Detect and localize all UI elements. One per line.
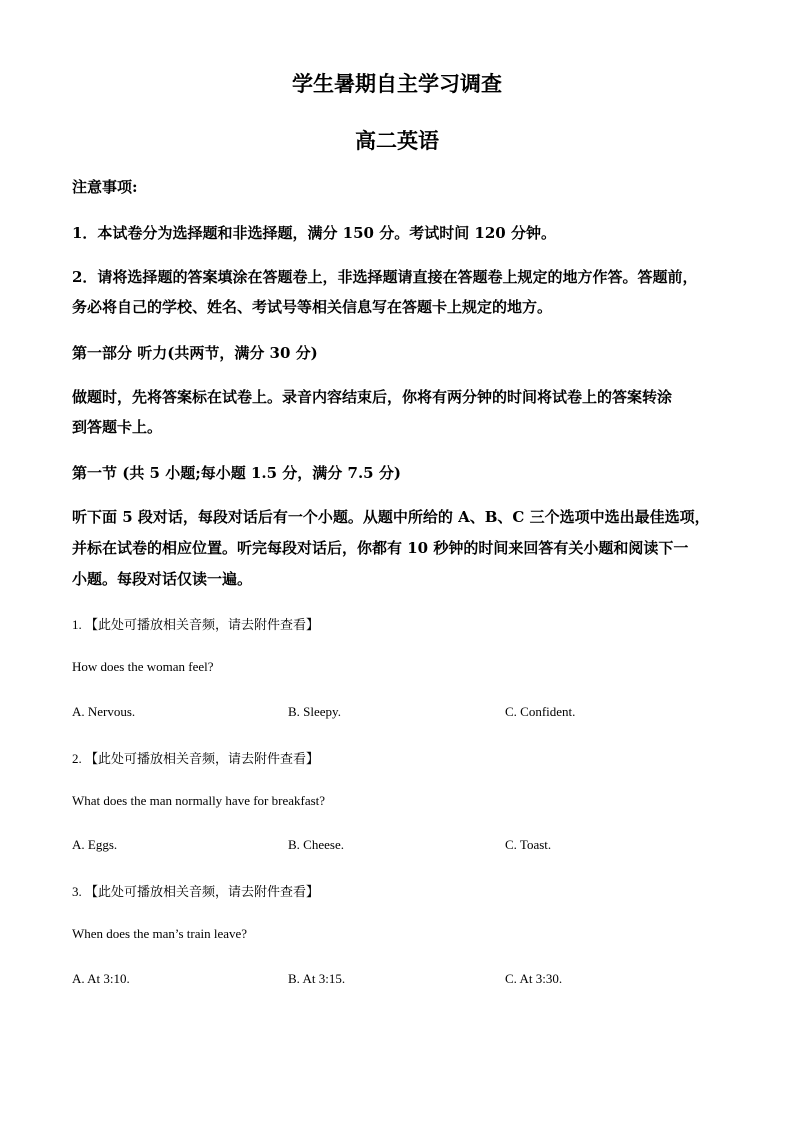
section1-instruction-line-3: 小题。每段对话仅读一遍。 bbox=[72, 570, 253, 588]
part1-heading: 第一部分 听力(共两节，满分 30 分) bbox=[72, 344, 318, 362]
part1-instruction-line-1: 做题时，先将答案标在试卷上。录音内容结束后，你将有两分钟的时间将试卷上的答案转涂 bbox=[72, 388, 673, 406]
section1-instruction-line-2: 并标在试卷的相应位置。听完每段对话后，你都有 10 秒钟的时间来回答有关小题和阅读下一 bbox=[72, 539, 689, 557]
question-3-option-a: A. At 3:10. bbox=[72, 971, 130, 986]
notes-item-2-line-1: 2．请将选择题的答案填涂在答题卷上，非选择题请直接在答题卷上规定的地方作答。答题前， bbox=[72, 268, 698, 286]
question-2-option-b: B. Cheese. bbox=[288, 837, 344, 852]
question-1-option-c: C. Confident. bbox=[505, 704, 576, 719]
question-2-text: What does the man normally have for breakfast? bbox=[72, 793, 326, 808]
page-subtitle: 高二英语 bbox=[355, 128, 439, 153]
part1-instruction-line-2: 到答题卡上。 bbox=[72, 418, 163, 436]
section1-heading: 第一节 (共 5 小题;每小题 1.5 分，满分 7.5 分) bbox=[72, 464, 401, 482]
question-3-option-c: C. At 3:30. bbox=[505, 971, 563, 986]
question-3-text: When does the man’s train leave? bbox=[72, 926, 248, 941]
question-3-audio-note: 3. 【此处可播放相关音频，请去附件查看】 bbox=[72, 884, 320, 899]
question-2-audio-note: 2. 【此处可播放相关音频，请去附件查看】 bbox=[72, 751, 320, 766]
notes-heading: 注意事项: bbox=[72, 178, 138, 196]
notes-item-2-line-2: 务必将自己的学校、姓名、考试号等相关信息写在答题卡上规定的地方。 bbox=[72, 298, 553, 316]
question-1-option-b: B. Sleepy. bbox=[288, 704, 341, 719]
question-1-audio-note: 1. 【此处可播放相关音频，请去附件查看】 bbox=[72, 617, 320, 632]
question-1-option-a: A. Nervous. bbox=[72, 704, 136, 719]
notes-item-1: 1．本试卷分为选择题和非选择题，满分 150 分。考试时间 120 分钟。 bbox=[72, 224, 556, 242]
question-3-option-b: B. At 3:15. bbox=[288, 971, 346, 986]
page-title: 学生暑期自主学习调查 bbox=[292, 71, 502, 96]
question-2-option-a: A. Eggs. bbox=[72, 837, 118, 852]
question-1-text: How does the woman feel? bbox=[72, 659, 214, 674]
section1-instruction-line-1: 听下面 5 段对话，每段对话后有一个小题。从题中所给的 A、B、C 三个选项中选出最佳选项， bbox=[72, 508, 710, 526]
question-2-option-c: C. Toast. bbox=[505, 837, 552, 852]
